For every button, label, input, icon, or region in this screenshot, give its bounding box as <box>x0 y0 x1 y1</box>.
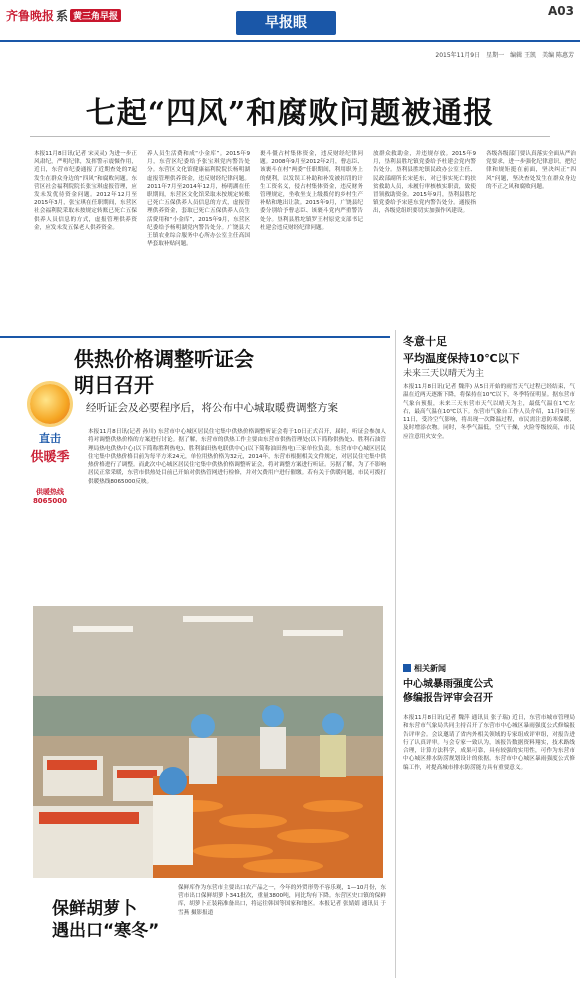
page-number: A03 <box>548 4 574 18</box>
related-headline-line-1: 中心城暴雨强度公式 <box>403 679 493 690</box>
badge-tag-1: 直击 <box>39 432 61 445</box>
photo-story-title <box>52 898 159 942</box>
heating-badge <box>22 384 78 505</box>
sun-icon <box>30 384 70 424</box>
related-news-label: 相关新闻 <box>403 663 446 674</box>
photo-title-line-2: 遇出口“寒冬” <box>52 921 160 941</box>
section-title: 早报眼 <box>236 11 336 35</box>
brand-logo <box>6 7 121 24</box>
news-photo <box>33 606 383 878</box>
issue-weekday: 星期一 <box>486 52 505 59</box>
brand-name: 齐鲁晚报 <box>6 9 55 23</box>
badge-tag-2: 供暖季 <box>30 450 70 465</box>
related-headline-line-2: 修编报告评审会召开 <box>403 693 493 704</box>
top-story-col-2: 养人员生活费和成“小金库”。2015年9月，东营区纪委给予张宝琪党内警告处分。东营区文化馆健康福利院院长杨明湖虚报管理供养资金，违反财经纪律问题。2011年7月至2014年12月，杨明湖在任职期间，东营区文化馆采取未按规定转账已死亡五保供养人员信息的方式，虚报管理供养资金，套取已死亡五保供养人员生活费用和“小金库”，2015年9月，东营区纪委给予杨明湖党内警告处分。广饶县大王镇农业综合服务中心所办公室主任高国华套取补贴问题。 <box>147 151 250 248</box>
edition-pill: 黄三角早报 <box>70 9 121 22</box>
weather-headline: 平均温度保持10℃以下 <box>403 352 520 365</box>
heating-headline <box>74 346 254 398</box>
top-story-col-4: 放群众救助金，并违规存放。2015年9月，垦利县胜坨镇党委给予杜建会党内警告处分。垦利县胜坨镇民政办公室主任、民政部副所长宋延东，对已事实死亡的扶贫救助人员，未履行审核核实职责，致使冒领救助资金。2015年9月，垦利县胜坨镇党委给予宋延东党内警告处分。通报指出，各级党组织要切实加强作风建设。 <box>373 151 476 215</box>
carrot-packing-photo <box>33 606 383 878</box>
photo-caption: 保鲜库作为东营市主要出口农产品之一，今年的外贸形势不容乐观，1—10月份，东营市出口保鲜胡萝卜341批次，重量3800吨，同比均有下降。东营区史口镇的保鲜库，胡萝卜正装箱准备出口，将运往韩国等国家和地区。本报记者 张婧婧 通讯员 于雪燕 摄影报道 <box>178 885 386 916</box>
divider <box>395 330 396 978</box>
weather-body: 本报11月8日讯(记者 魏萍) 从5日开始的雨雪天气过程已经结束，气温在近两天逐渐下降，将保持在10℃以下，冬季特征明显。据东营市气象台预报，未来三天东营市天气以晴天为主，最低气温在1℃左右，最高气温在10℃以下。东营市气象台工作人员介绍，11月9日至11日，受冷空气影响，将出现一次降温过程，市民需注意防寒保暖，及时增添衣物。同时，冬季气温低，空气干燥，火险等级较高，市民应注意用火安全。 <box>403 384 575 440</box>
weather-kicker: 冬意十足 <box>403 335 447 348</box>
design-credit: 美编 陈惠芳 <box>542 52 574 59</box>
top-story-col-1: 本报11月8日讯(记者 宋灵灵) 为进一步正风肃纪，严明纪律，发挥警示震慑作用，近日，东营市纪委通报了近期查处的7起发生在群众身边的“四风”和腐败问题。东营区社会福利院院长张宝琪虚报管理，应发未发优待资金问题。2012年12月至2015年3月，张宝琪在任职期间，东营区社会福利院采取未按规定转账已死亡五保供养人员信息的方式，虚报管理供养资金，应发未发五保老人供养资金。 <box>34 151 137 231</box>
divider <box>0 336 390 338</box>
masthead <box>0 0 580 42</box>
related-headline <box>403 678 575 706</box>
top-story-col-3: 裹斗僵占村集体资金，违反财经纪律问题。2008年9月至2012年2月，曹志臣、该裹斗在村“两委”任职期间，利用职务上的便利，以发误工补助和补发被扣罚的计生工资名义，侵占村集体资金，违反财务管理规定，坐收坐支上级拨付的乡村生产补贴和地出让款。2015年9月，广饶县纪委分别给予曹志臣、该裹斗党内严重警告处分。垦利县胜坨镇罗王村原党支部书记杜建会违反财经纪律问题。 <box>260 151 363 231</box>
hotline-number: 8065000 <box>32 497 68 505</box>
photo-title-line-1: 保鲜胡萝卜 <box>52 899 137 919</box>
hotline-label: 供暖热线 <box>36 488 64 496</box>
dateline <box>429 50 574 59</box>
editor-credit: 编辑 王凯 <box>510 52 537 59</box>
weather-subhead: 未来三天以晴天为主 <box>403 369 485 379</box>
related-body: 本报11月8日讯(记者 魏萍 通讯员 张子瑞) 近日，东营市城市管理局和东营市气象局共同主持召开了东营市中心城区暴雨强度公式修编报告评审会。会议邀请了省内外相关领域的专家组成评审组，对报告进行了认真评审。与会专家一致认为，该报告数据资料翔实，技术路线合理，计算方法科学，成果可靠，具有较强的实用性，可作为东营市中心城区排水防涝规划设计的依据。东营市中心城区暴雨强度公式修编工作，对提高城市排水防涝能力具有重要意义。 <box>403 715 575 771</box>
heating-subhead: 经听证会及必要程序后，将公布中心城取暖费调整方案 <box>86 402 338 414</box>
issue-date: 2015年11月9日 <box>435 52 481 59</box>
top-story-col-5: 各级各级部门要认真落实全面从严治党要求，进一步强化纪律意识，把纪律和规矩挺在前面，坚决纠正“四风”问题，坚决查处发生在群众身边的不正之风和腐败问题。 <box>486 151 576 190</box>
heating-headline-line-1: 供热价格调整听证会 <box>74 347 254 371</box>
brand-system: 系 <box>56 9 69 23</box>
heating-headline-line-2: 明日召开 <box>74 373 154 397</box>
top-story-headline: 七起“四风”和腐败问题被通报 <box>85 96 495 131</box>
divider <box>30 136 550 137</box>
heating-body: 本报11月8日讯(记者 孙川) 东营市中心城区居民住宅集中供热价格调整听证会将于10日正式召开，届时，听证会参加人将对调整供热价格的方案进行讨论。据了解，东营市的供热工作主要由东营市供热管理处(以下简称供热处)、胜利石油管理局热电供热中心(以下简称胜利热电)、胜利油田热电联供中心(以下简称油田热电)三家单位负责。东营市中心城区居民住宅集中供热价格目前为每平方米24元，单位用热价格为32元，2014年，东营市根据相关文件规定，对居民住宅集中供热价格进行了调整。而此次中心城区居民住宅集中供热价格调整听证会，将对调整方案进行听证。另据了解，为了不影响居民正常采暖，东营市供热处目前已开始对供热管网进行检修，并对欠费用户进行催缴。若有关于供暖问题，市民可拨打供暖热线8065000反映。 <box>88 429 386 485</box>
